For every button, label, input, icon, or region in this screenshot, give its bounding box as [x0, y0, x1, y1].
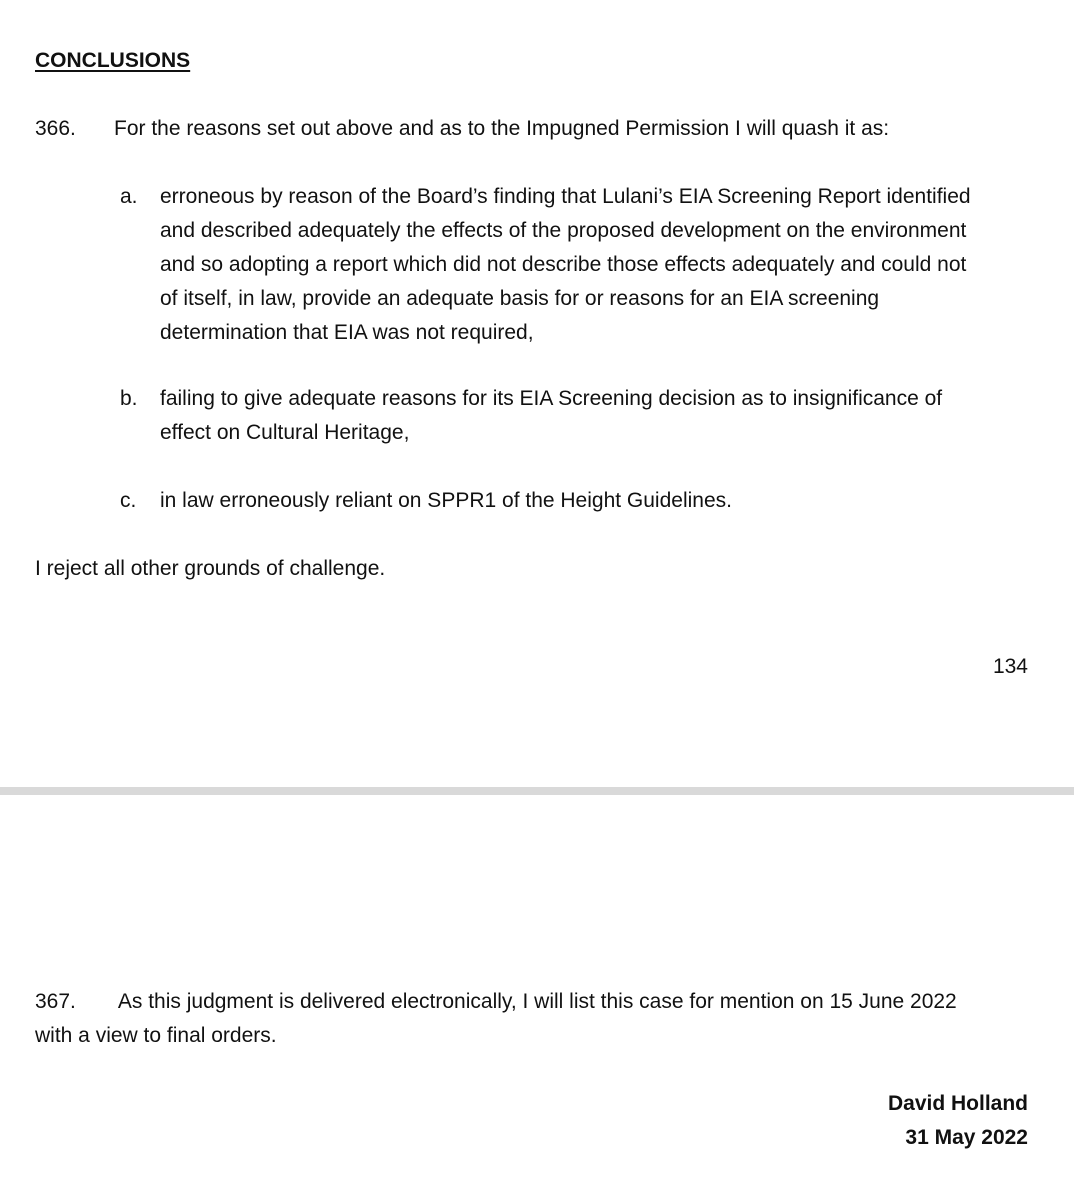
list-item-line: erroneous by reason of the Board’s finding that Lulani’s EIA Screening Report identified — [160, 185, 971, 208]
list-item-line: of itself, in law, provide an adequate basis for or reasons for an EIA screening — [160, 287, 880, 310]
page-number: 134 — [992, 655, 1028, 678]
paragraph-367-text-line1: As this judgment is delivered electronically, I will list this case for mention on 15 June 2022 — [117, 990, 957, 1013]
signature-date: 31 May 2022 — [905, 1126, 1028, 1149]
list-item-line: determination that EIA was not required, — [160, 321, 534, 344]
list-item-line: failing to give adequate reasons for its EIA Screening decision as to insignificance of — [160, 387, 943, 410]
list-item-letter-b: b. — [120, 387, 138, 410]
paragraph-367-text-line2: with a view to final orders. — [35, 1024, 277, 1047]
list-item-line: effect on Cultural Heritage, — [160, 421, 410, 444]
list-item-line: and so adopting a report which did not describe those effects adequately and could not — [160, 253, 967, 276]
page-break-divider — [0, 787, 1074, 795]
reject-statement: I reject all other grounds of challenge. — [35, 557, 386, 580]
paragraph-366-text: For the reasons set out above and as to the Impugned Permission I will quash it as: — [114, 117, 890, 140]
section-heading: CONCLUSIONS — [35, 49, 191, 72]
list-item-letter-a: a. — [120, 185, 138, 208]
list-item-letter-c: c. — [120, 489, 137, 512]
paragraph-number-366: 366. — [35, 117, 76, 140]
list-item-b — [160, 382, 1040, 450]
paragraph-number-367: 367. — [35, 990, 76, 1013]
paragraph-367-first-line — [35, 985, 957, 1019]
list-item-line: and described adequately the effects of the proposed development on the environment — [160, 219, 967, 242]
signature-name: David Holland — [887, 1092, 1028, 1115]
list-item-c — [160, 484, 1040, 518]
list-item-a — [160, 180, 1040, 350]
list-item-line: in law erroneously reliant on SPPR1 of the Height Guidelines. — [160, 489, 732, 512]
